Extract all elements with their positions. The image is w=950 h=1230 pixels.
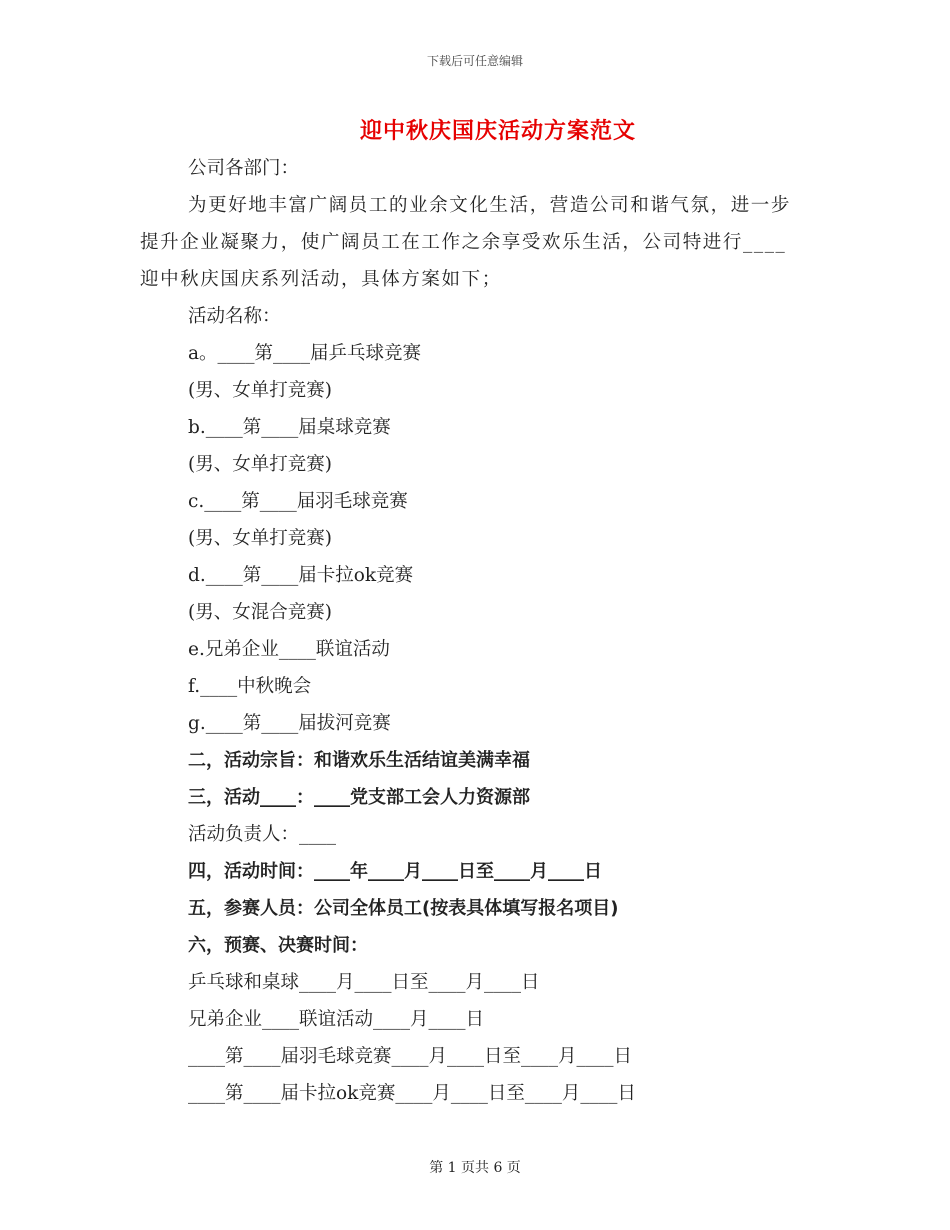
body-line: g.____第____届拔河竞赛 (188, 713, 391, 734)
body-line: f.____中秋晚会 (188, 676, 312, 697)
body-line: (男、女单打竞赛) (188, 380, 332, 401)
section-heading: 六，预赛、决赛时间： (188, 935, 368, 956)
body-line: (男、女单打竞赛) (188, 528, 332, 549)
section-heading: 五，参赛人员：公司全体员工(按表具体填写报名项目) (188, 898, 619, 919)
document-title: 迎中秋庆国庆活动方案范文 (359, 118, 636, 144)
body-line: 公司各部门： (188, 158, 300, 179)
section-heading: 四，活动时间：____年____月____日至____月____日 (188, 861, 602, 882)
body-line: b.____第____届桌球竞赛 (188, 417, 391, 438)
body-line: 活动名称： (188, 306, 281, 327)
body-line: c.____第____届羽毛球竞赛 (188, 491, 408, 512)
body-line: (男、女混合竞赛) (188, 602, 332, 623)
body-paragraph: 为更好地丰富广阔员工的业余文化生活，营造公司和谐气氛，进一步提升企业凝聚力，使广阔员工在工作之余享受欢乐生活，公司特进行____迎中秋庆国庆系列活动，具体方案如下； (140, 195, 792, 290)
body-line: d.____第____届卡拉ok竞赛 (188, 565, 414, 586)
body-line: 兄弟企业____联谊活动____月____日 (188, 1009, 485, 1030)
section-heading: 三，活动____：____党支部工会人力资源部 (188, 787, 530, 808)
body-line: e.兄弟企业____联谊活动 (188, 639, 390, 660)
body-line: a。____第____届乒乓球竞赛 (188, 343, 422, 364)
section-heading: 二，活动宗旨：和谐欢乐生活结谊美满幸福 (188, 750, 530, 771)
page-header: 下载后可任意编辑 (426, 54, 523, 68)
body-line: 乒乓球和桌球____月____日至____月____日 (188, 972, 540, 993)
page-footer: 第 1 页共 6 页 (429, 1160, 521, 1176)
body-line: (男、女单打竞赛) (188, 454, 332, 475)
body-line: ____第____届羽毛球竞赛____月____日至____月____日 (188, 1046, 633, 1067)
body-line: ____第____届卡拉ok竞赛____月____日至____月____日 (188, 1083, 636, 1104)
body-line: 活动负责人：____ (188, 824, 337, 845)
document-body (140, 150, 800, 1112)
